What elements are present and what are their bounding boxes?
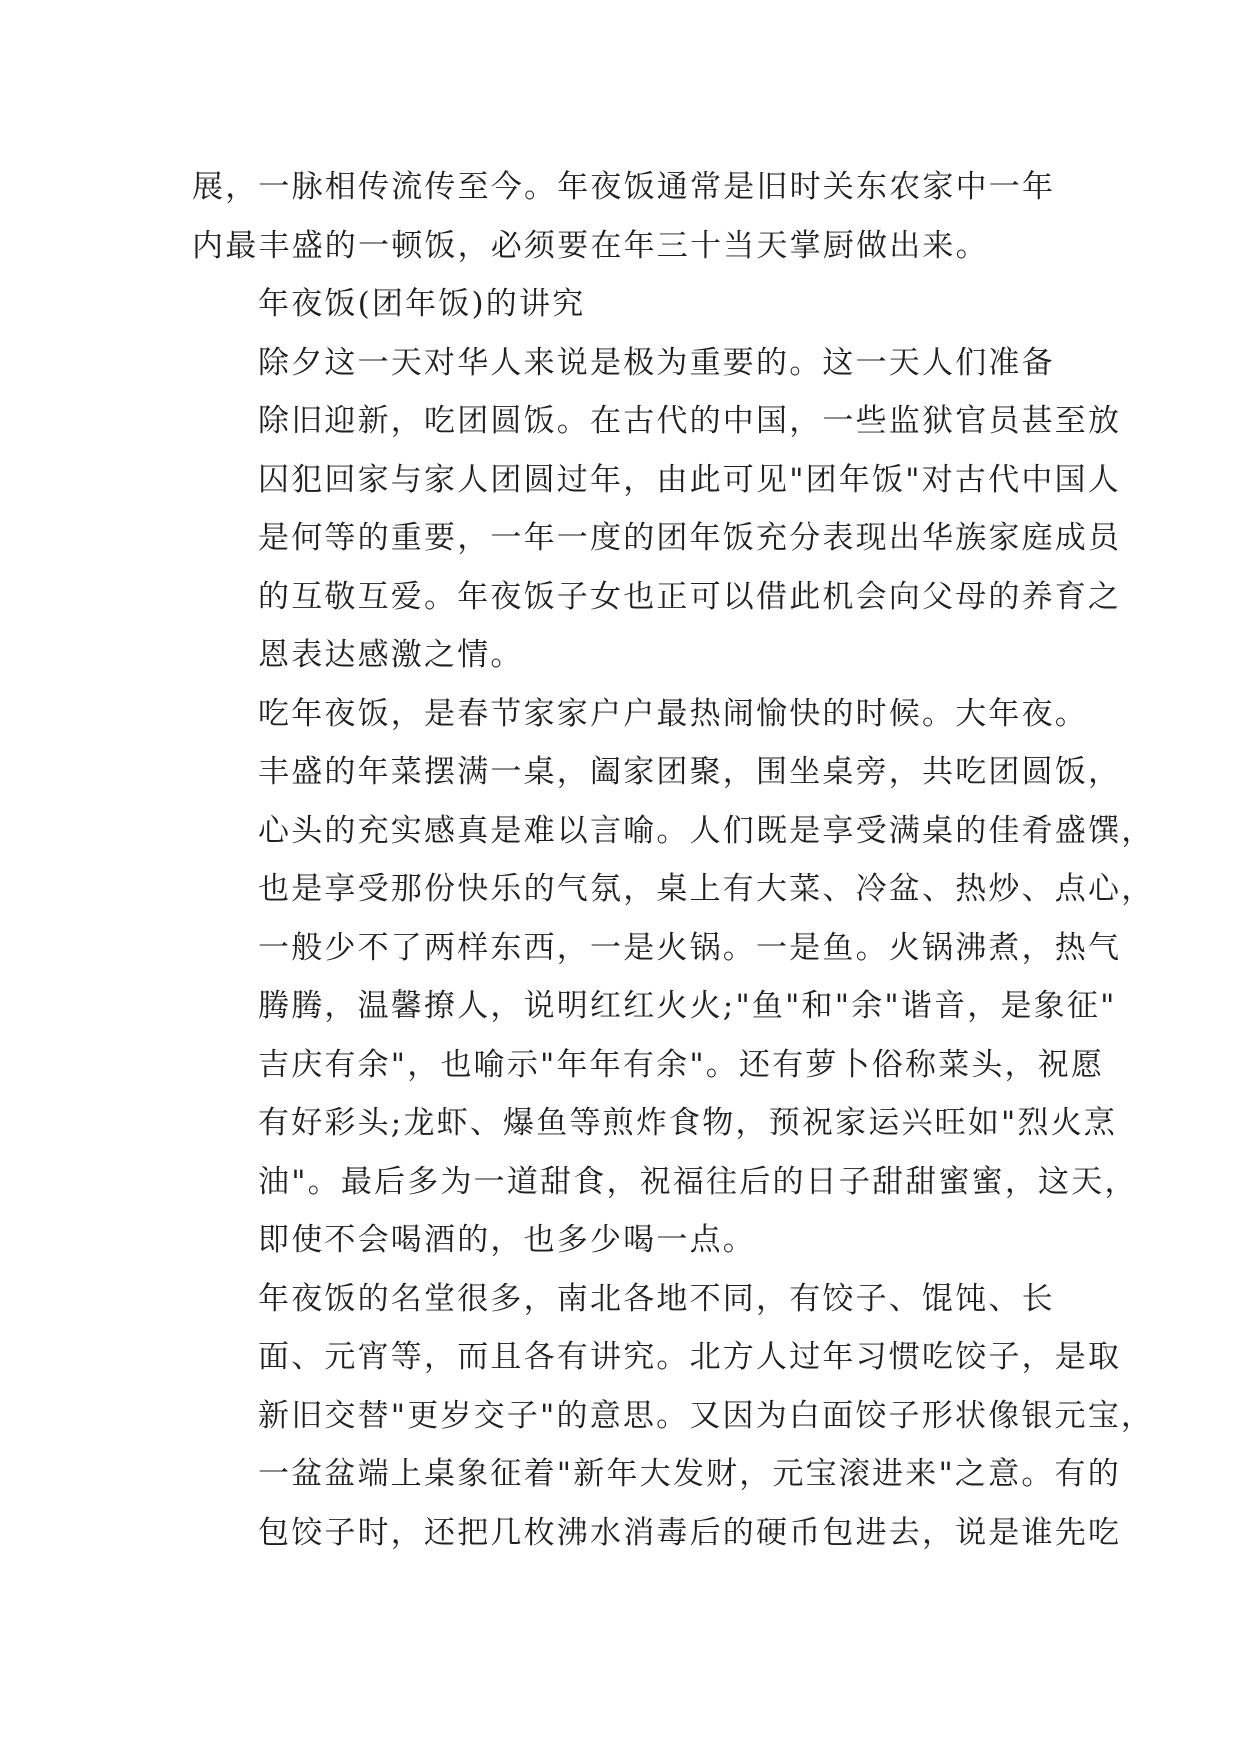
text-line: 即使不会喝酒的，也多少喝一点。 xyxy=(258,1222,756,1258)
text-line: 内最丰盛的一顿饭，必须要在年三十当天掌厨做出来。 xyxy=(192,227,989,264)
text-line: 吉庆有余"，也喻示"年年有余"。还有萝卜俗称菜头，祝愿 xyxy=(258,1046,1105,1083)
text-line: 是何等的重要，一年一度的团年饭充分表现出华族家庭成员 xyxy=(258,520,1122,556)
paragraph-continuation xyxy=(192,158,1056,275)
text-line: 囚犯回家与家人团圆过年，由此可见"团年饭"对古代中国人 xyxy=(258,461,1121,498)
text-line: 一般少不了两样东西，一是火锅。一是鱼。火锅沸煮，热气 xyxy=(258,929,1122,966)
section-heading xyxy=(192,275,1052,334)
text-line: 新旧交替"更岁交子"的意思。又因为白面饺子形状像银元宝， xyxy=(258,1397,1155,1434)
paragraph-mingtang xyxy=(192,1270,1155,1563)
text-line: 年夜饭的名堂很多，南北各地不同，有饺子、馄饨、长 xyxy=(258,1280,1055,1317)
text-line: 面、元宵等，而且各有讲究。北方人过年习惯吃饺子，是取 xyxy=(258,1339,1122,1375)
text-line: 油"。最后多为一道甜食，祝福往后的日子甜甜蜜蜜，这天， xyxy=(258,1163,1138,1200)
text-line: 恩表达感激之情。 xyxy=(258,637,524,673)
text-line: 年夜饭(团年饭)的讲究 xyxy=(258,286,586,322)
text-line: 腾腾，温馨撩人，说明红红火火;"鱼"和"余"谐音，是象征" xyxy=(258,988,1117,1024)
text-line: 心头的充实感真是难以言喻。人们既是享受满桌的佳肴盛馔， xyxy=(258,812,1155,849)
paragraph-chuxi xyxy=(192,334,1122,685)
text-line: 包饺子时，还把几枚沸水消毒后的硬币包进去，说是谁先吃 xyxy=(258,1514,1122,1551)
paragraph-nianyefan xyxy=(192,685,1155,1270)
text-line: 吃年夜饭，是春节家家户户最热闹愉快的时候。大年夜。 xyxy=(258,695,1088,732)
text-line: 的互敬互爱。年夜饭子女也正可以借此机会向父母的养育之 xyxy=(258,578,1122,615)
document-body xyxy=(192,158,1155,1562)
text-line: 展，一脉相传流传至今。年夜饭通常是旧时关东农家中一年 xyxy=(192,169,1056,205)
text-line: 一盆盆端上桌象征着"新年大发财，元宝滚进来"之意。有的 xyxy=(258,1456,1121,1492)
text-line: 丰盛的年菜摆满一桌，阖家团聚，围坐桌旁，共吃团圆饭， xyxy=(258,754,1122,790)
text-line: 有好彩头;龙虾、爆鱼等煎炸食物，预祝家运兴旺如"烈火烹 xyxy=(258,1105,1118,1141)
text-line: 除夕这一天对华人来说是极为重要的。这一天人们准备 xyxy=(258,344,1055,381)
text-line: 除旧迎新，吃团圆饭。在古代的中国，一些监狱官员甚至放 xyxy=(258,403,1122,439)
text-line: 也是享受那份快乐的气氛，桌上有大菜、冷盆、热炒、点心， xyxy=(258,871,1155,907)
